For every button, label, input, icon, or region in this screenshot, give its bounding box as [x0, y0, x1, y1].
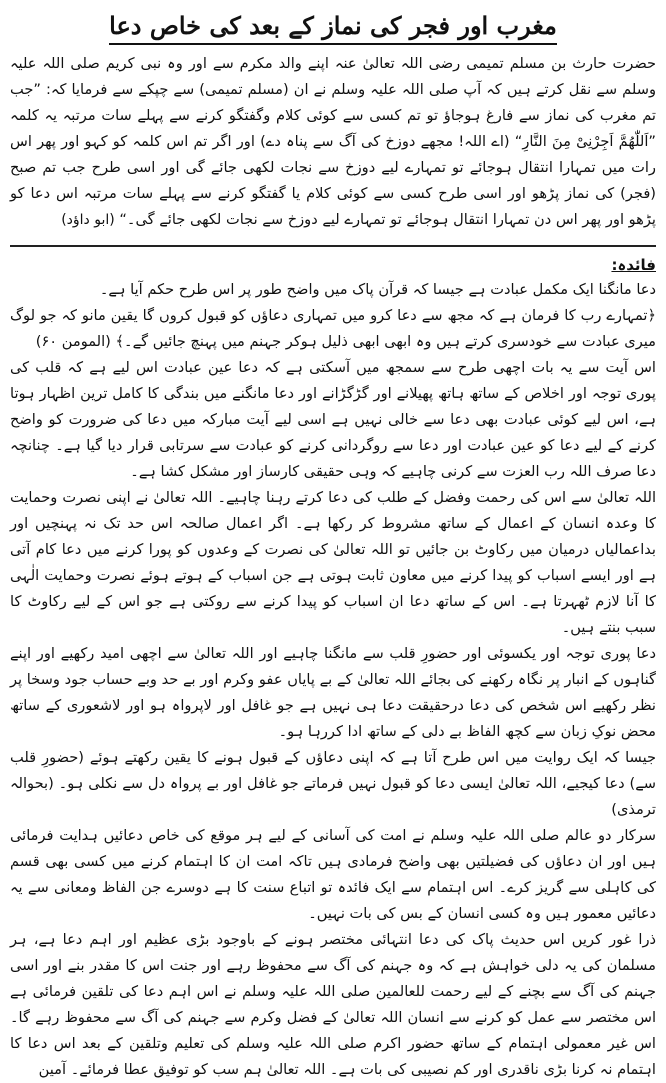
- benefit-section: [10, 253, 656, 1083]
- benefit-paragraph: سرکار دو عالم صلی اللہ علیہ وسلم نے امت کی آسانی کے لیے ہر موقع کی خاص دعائیں ہدایت فرمائی ہیں اور ان دعاؤں کی فضیلتیں بھی واضح فرمادی ہیں تاکہ امت ان کا اہتمام کرنے میں کسی بھی قسم کی کاہلی سے گریز کرے۔ اس اہتمام سے ایک فائدہ تو اتباع سنت کا ہے دوسرے جن الفاظ ومعانی سے یہ دعائیں معمور ہیں وہ کسی انسان کے بس کی بات نہیں۔: [10, 826, 656, 922]
- hadith-paragraph: [10, 51, 656, 233]
- benefit-paragraph: دعا پوری توجہ اور یکسوئی اور حضورِ قلب سے مانگنا چاہیے اور اللہ تعالیٰ سے اچھی امید رکھیے اور اپنے گناہوں کے انبار پر نگاہ رکھنے کی بجائے اللہ تعالیٰ کے بے پایاں عفو وکرم اور بے حد وبے حساب جود وسخا پر نظر رکھیے اس شخص کی دعا درحقیقت دعا ہی نہیں ہے جو غافل اور لاپرواہ ہو اور لاشعوری کے ساتھ محض نوکِ زبان سے کچھ الفاظ بے دلی کے ساتھ ادا کررہا ہو۔: [10, 644, 656, 740]
- benefit-paragraph: ذرا غور کریں اس حدیث پاک کی دعا انتہائی مختصر ہونے کے باوجود بڑی عظیم اور اہم دعا ہے، ہر مسلمان کی یہ دلی خواہش ہے کہ وہ جہنم کی آگ سے محفوظ رہے اور جنت اس کا مقدر بنے اور اسی جہنم کی آگ سے بچنے کے لیے رحمت للعالمین صلی اللہ علیہ وسلم نے اس اہم دعا کی تلقین فرمائی ہے اس مختصر سے عمل کو کرنے سے انسان اللہ تعالیٰ کے فضل وکرم سے جہنم کی آگ سے محفوظ رہے گا۔ اس غیر معمولی اہتمام کے ساتھ حضور اکرم صلی اللہ علیہ وسلم کی تعلیم وتلقین کے بعد اس دعا کا اہتمام نہ کرنا بڑی ناقدری اور کم نصیبی کی بات ہے۔ اللہ تعالیٰ ہم سب کو توفیق عطا فرمائے۔ آمین: [10, 930, 656, 1078]
- benefit-paragraph: اس آیت سے یہ بات اچھی طرح سے سمجھ میں آسکتی ہے کہ دعا عین عبادت اس لیے ہے کہ قلب کی پوری توجہ اور اخلاص کے ساتھ ہاتھ پھیلانے اور گڑگڑانے اور دعا مانگنے میں بندگی کا کامل ترین اظہار ہوتا ہے، اس لیے کوئی عبادت بھی دعا سے خالی نہیں ہے اسی لیے آیت مبارکہ میں دعا کی ضرورت کو واضح کرنے کے لیے دعا کو عین عبادت اور دعا سے روگردانی کرنے کو عبادت سے سرتابی قرار دیا گیا ہے۔ چنانچہ دعا صرف اللہ رب العزت سے کرنی چاہیے کہ وہی حقیقی کارساز اور مشکل کشا ہے۔: [10, 358, 656, 480]
- title-wrapper: [10, 10, 656, 45]
- page-title: مغرب اور فجر کی نماز کے بعد کی خاص دعا: [109, 10, 557, 45]
- benefit-paragraph: دعا مانگنا ایک مکمل عبادت ہے جیسا کہ قرآن پاک میں واضح طور پر اس طرح حکم آیا ہے۔: [99, 280, 656, 298]
- benefit-paragraph: اللہ تعالیٰ سے اس کی رحمت وفضل کے طلب کی دعا کرتے رہنا چاہیے۔ اللہ تعالیٰ نے اپنی نصرت وحمایت کا وعدہ انسان کے اعمال کے ساتھ مشروط کر رکھا ہے۔ اگر اعمال صالحہ اس حد تک نہ پہنچیں اور بداعمالیاں درمیان میں رکاوٹ بن جائیں تو اللہ تعالیٰ کی نصرت کے وعدوں کو پورا کرنے میں دعا کام آتی ہے اور ایسے اسباب کو پیدا کرنے میں معاون ثابت ہوتی ہے جن اسباب کے ہوتے ہوئے نصرت وحمایت الٰہی کا آنا لازم ٹھہرتا ہے۔ اس کے ساتھ دعا ان اسباب کو پیدا کرنے سے روکتی ہے جو اس کے لیے رکاوٹ کا سبب بنتے ہیں۔: [10, 488, 656, 636]
- quran-verse-paragraph: ﴿تمہارے رب کا فرمان ہے کہ مجھ سے دعا کرو میں تمہاری دعاؤں کو قبول کروں گا یقین مانو کہ جو لوگ میری عبادت سے خودسری کرتے ہیں وہ ابھی ابھی ذلیل ہوکر جہنم میں پہنچ جائیں گے۔﴾ (المومن ۶۰): [10, 306, 656, 350]
- section-label: فائدہ:: [611, 255, 656, 274]
- article: [10, 10, 656, 1078]
- divider: [10, 245, 656, 247]
- hadith-source: (ابو داؤد): [61, 212, 115, 228]
- hadith-text: حضرت حارث بن مسلم تمیمی رضی اللہ تعالیٰ عنہ اپنے والد مکرم سے اور وہ نبی کریم صلی اللہ علیہ وسلم سے نقل کرتے ہیں کہ آپ صلی اللہ علیہ وسلم نے ان (مسلم تمیمی) سے چپکے سے فرمایا کہ: ”جب تم مغرب کی نماز سے فارغ ہوجاؤ تو تم کسی سے کوئی کلام وگفتگو کرنے سے پہلے سات مرتبہ یہ کلمہ ”اَللّٰھُمَّ اَجِرْنِیْ مِنَ النَّارِ“ (اے اللہ! مجھے دوزخ کی آگ سے پناہ دے) اور اگر تم اس کلمہ کو کہو اور پھر اس رات میں تمہارا انتقال ہوجائے تو تمہارے لیے دوزخ سے نجات لکھی جائے گی اور اسی طرح جب تم صبح (فجر) کی نماز پڑھو اور اسی طرح کسی سے کوئی کلام یا گفتگو کرنے سے پہلے سات مرتبہ اس دعا کو پڑھو اور پھر اس دن تمہارا انتقال ہوجائے تو تمہارے لیے دوزخ سے نجات لکھی جائے گی۔“: [10, 55, 656, 228]
- benefit-paragraph: جیسا کہ ایک روایت میں اس طرح آتا ہے کہ اپنی دعاؤں کے قبول ہونے کا یقین رکھتے ہوئے (حضورِ قلب سے) دعا کیجیے، اللہ تعالیٰ ایسی دعا کو قبول نہیں فرماتے جو غافل اور بے پرواہ دل سے نکلی ہو۔ (بحوالہ ترمذی): [10, 748, 656, 818]
